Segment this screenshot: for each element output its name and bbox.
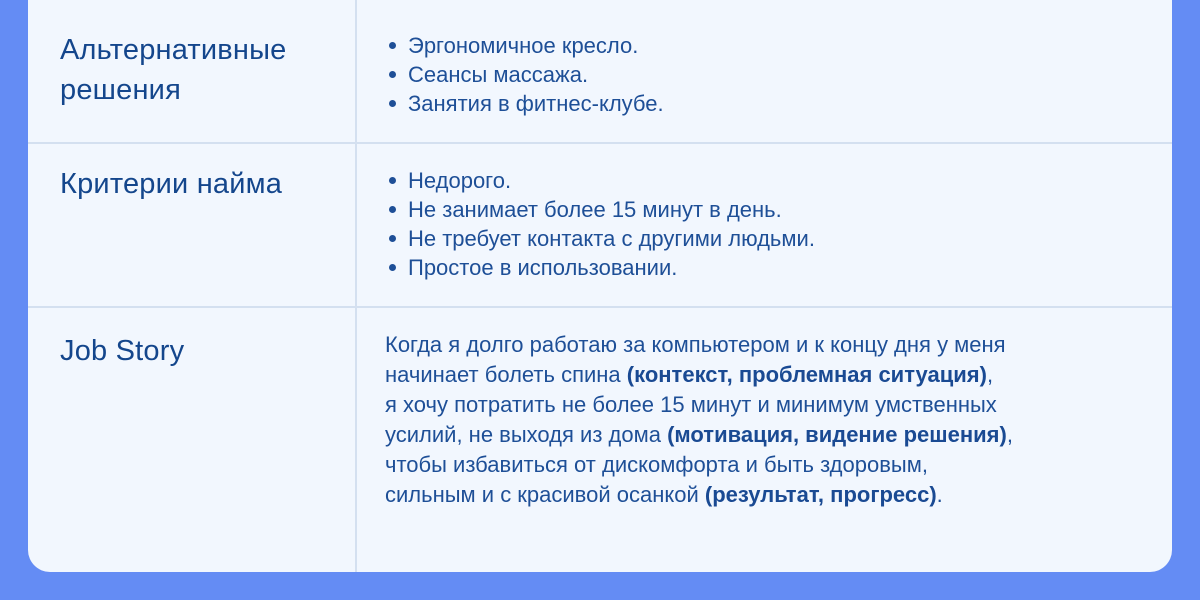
row-divider-2 — [28, 306, 1172, 308]
list-item-text: Недорого. — [408, 168, 512, 193]
row-label-line: Альтернативные — [60, 34, 287, 66]
job-story-emphasis: (результат, прогресс) — [704, 482, 937, 507]
bullet-dot-icon — [389, 235, 396, 242]
bullet-dot-icon — [389, 264, 396, 271]
list-item-text: Эргономичное кресло. — [408, 33, 639, 58]
job-story-line — [385, 330, 1145, 360]
job-story-line — [385, 480, 1145, 510]
list-item — [388, 89, 664, 118]
row-label-job-story: Job Story — [60, 335, 185, 367]
job-story-emphasis: (контекст, проблемная ситуация) — [626, 362, 987, 387]
column-divider — [355, 0, 357, 572]
list-item — [388, 60, 664, 89]
job-story-line — [385, 450, 1145, 480]
list-item — [388, 253, 815, 282]
row-divider-1 — [28, 142, 1172, 144]
list-item — [388, 166, 815, 195]
job-story-segment: . — [936, 482, 943, 507]
job-story-text — [385, 330, 1145, 510]
row-label-line: Критерии найма — [60, 168, 283, 200]
list-item — [388, 195, 815, 224]
job-story-segment: сильным и с красивой осанкой — [385, 482, 705, 507]
job-story-segment: усилий, не выходя из дома — [385, 422, 668, 447]
list-item-text: Простое в использовании. — [408, 255, 678, 280]
list-item-text: Занятия в фитнес-клубе. — [408, 91, 664, 116]
bullet-dot-icon — [389, 71, 396, 78]
job-story-segment: начинает болеть спина — [385, 362, 627, 387]
job-story-segment: я хочу потратить не более 15 минут и минимум умственных — [385, 392, 997, 417]
bullet-dot-icon — [389, 206, 396, 213]
content-card — [28, 0, 1172, 572]
list-item-text: Сеансы массажа. — [408, 62, 589, 87]
list-item — [388, 224, 815, 253]
alternatives-list — [388, 31, 664, 118]
list-item — [388, 31, 664, 60]
list-item-text: Не требует контакта с другими людьми. — [408, 226, 815, 251]
job-story-segment: чтобы избавиться от дискомфорта и быть здоровым, — [385, 452, 928, 477]
job-story-line — [385, 360, 1145, 390]
job-story-line — [385, 420, 1145, 450]
row-label-line: решения — [60, 74, 181, 106]
job-story-segment: , — [1006, 422, 1013, 447]
job-story-line — [385, 390, 1145, 420]
bullet-dot-icon — [389, 100, 396, 107]
job-story-emphasis: (мотивация, видение решения) — [667, 422, 1007, 447]
list-item-text: Не занимает более 15 минут в день. — [408, 197, 782, 222]
bullet-dot-icon — [389, 42, 396, 49]
bullet-dot-icon — [389, 177, 396, 184]
hiring-criteria-list — [388, 166, 815, 282]
job-story-segment: Когда я долго работаю за компьютером и к концу дня у меня — [385, 332, 1006, 357]
job-story-segment: , — [986, 362, 994, 387]
row-label-hiring-criteria — [60, 164, 350, 204]
row-label-alternatives — [60, 30, 350, 110]
